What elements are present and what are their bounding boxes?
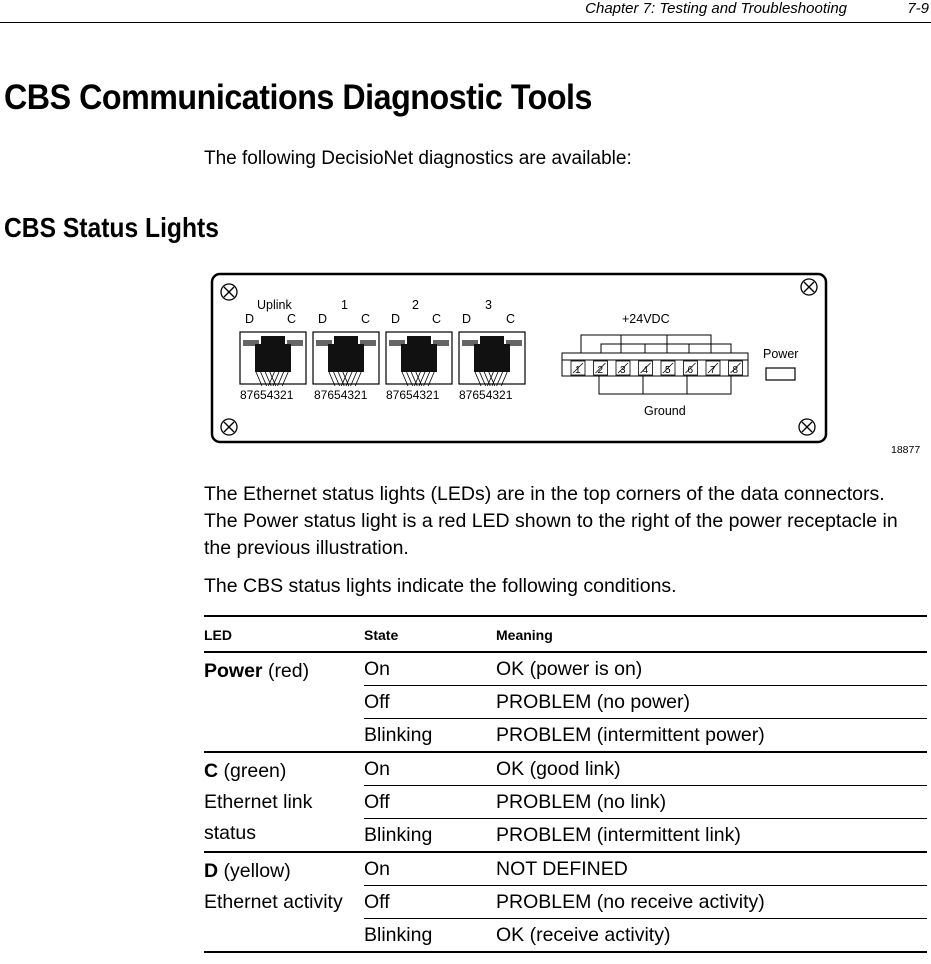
terminal-screw-icon bbox=[684, 361, 698, 376]
terminal-screw-icon bbox=[661, 361, 675, 376]
meaning-cell: NOT DEFINED bbox=[496, 852, 927, 886]
intro-text: The following DecisioNet diagnostics are available: bbox=[204, 148, 632, 169]
pin-label: 87654321 bbox=[314, 388, 368, 402]
cbs-panel-figure bbox=[210, 272, 930, 458]
state-cell: On bbox=[364, 652, 496, 686]
chapter-title: Chapter 7: Testing and Troubleshooting bbox=[585, 0, 847, 17]
header-led: LED bbox=[204, 616, 364, 652]
table-row bbox=[204, 652, 927, 686]
led-label-c: C bbox=[361, 312, 371, 326]
terminal-number: 5 bbox=[665, 365, 671, 376]
meaning-cell: PROBLEM (intermittent link) bbox=[496, 819, 927, 853]
terminal-screw-icon bbox=[639, 361, 653, 376]
terminal-number: 1 bbox=[575, 365, 581, 376]
rj45-jack-icon bbox=[386, 332, 452, 386]
state-cell: Off bbox=[364, 886, 496, 919]
power-label: Power bbox=[763, 347, 799, 361]
state-cell: On bbox=[364, 852, 496, 886]
led-cell-power bbox=[204, 652, 364, 752]
terminal-number: 7 bbox=[710, 365, 716, 376]
terminal-number: 3 bbox=[620, 365, 626, 376]
led-status-table bbox=[204, 615, 927, 953]
terminal-number: 4 bbox=[642, 365, 649, 376]
terminal-number: 2 bbox=[597, 365, 604, 376]
rj45-jack-icon bbox=[459, 332, 525, 386]
led-cell-d bbox=[204, 852, 364, 952]
rj45-jack-icon bbox=[240, 332, 306, 386]
meaning-cell: PROBLEM (no receive activity) bbox=[496, 886, 927, 919]
page-title: CBS Communications Diagnostic Tools bbox=[4, 78, 593, 117]
ground-label: Ground bbox=[644, 404, 686, 418]
figure-number: 18877 bbox=[891, 444, 921, 456]
state-cell: Blinking bbox=[364, 819, 496, 853]
terminal-screw-icon bbox=[616, 361, 630, 376]
meaning-cell: OK (receive activity) bbox=[496, 919, 927, 953]
table-row bbox=[204, 852, 927, 886]
terminal-screw-icon bbox=[729, 361, 743, 376]
terminal-screw-icon bbox=[594, 361, 608, 376]
meaning-cell: PROBLEM (no power) bbox=[496, 686, 927, 719]
terminal-screw-icon bbox=[706, 361, 720, 376]
led-label-c: C bbox=[287, 312, 297, 326]
led-label-d: D bbox=[462, 312, 472, 326]
ethernet-led-paragraph: The Ethernet status lights (LEDs) are in the top corners of the data connectors. The Power status light is a red LED shown to the right of the power receptacle in the previous illustration. bbox=[204, 483, 898, 559]
table-row bbox=[204, 752, 927, 786]
led-label-c: C bbox=[506, 312, 516, 326]
table-header-row bbox=[204, 616, 927, 652]
vdc-label: +24VDC bbox=[622, 312, 670, 326]
led-color: (red) bbox=[262, 660, 310, 682]
page-number: 7-9 bbox=[907, 0, 929, 17]
led-label-d: D bbox=[391, 312, 401, 326]
led-description: Ethernet link status bbox=[204, 791, 313, 844]
state-cell: Off bbox=[364, 686, 496, 719]
page-header bbox=[0, 0, 931, 23]
led-description: Ethernet activity bbox=[204, 891, 343, 913]
state-cell: Blinking bbox=[364, 919, 496, 953]
meaning-cell: PROBLEM (intermittent power) bbox=[496, 719, 927, 753]
meaning-cell: OK (power is on) bbox=[496, 652, 927, 686]
port-label-1: 1 bbox=[341, 298, 348, 312]
terminal-screw-icon bbox=[571, 361, 585, 376]
state-cell: On bbox=[364, 752, 496, 786]
led-cell-c bbox=[204, 752, 364, 852]
led-label-d: D bbox=[245, 312, 255, 326]
terminal-number: 6 bbox=[687, 365, 694, 376]
state-cell: Blinking bbox=[364, 719, 496, 753]
power-led bbox=[766, 368, 795, 380]
section-title: CBS Status Lights bbox=[4, 212, 219, 243]
port-label-3: 3 bbox=[485, 298, 492, 312]
state-cell: Off bbox=[364, 786, 496, 819]
led-color: (green) bbox=[218, 760, 287, 782]
led-name: C bbox=[204, 760, 219, 782]
led-color: (yellow) bbox=[218, 860, 291, 882]
meaning-cell: OK (good link) bbox=[496, 752, 927, 786]
port-label-uplink: Uplink bbox=[257, 298, 292, 312]
led-name: Power bbox=[204, 660, 263, 682]
led-label-c: C bbox=[432, 312, 442, 326]
pin-label: 87654321 bbox=[386, 388, 440, 402]
pin-label: 87654321 bbox=[459, 388, 513, 402]
pin-label: 87654321 bbox=[240, 388, 294, 402]
conditions-paragraph: The CBS status lights indicate the following conditions. bbox=[204, 575, 677, 597]
header-meaning: Meaning bbox=[496, 616, 927, 652]
led-name: D bbox=[204, 860, 219, 882]
port-label-2: 2 bbox=[412, 298, 419, 312]
led-label-d: D bbox=[318, 312, 328, 326]
rj45-jack-icon bbox=[313, 332, 379, 386]
header-state: State bbox=[364, 616, 496, 652]
terminal-number: 8 bbox=[732, 365, 739, 376]
meaning-cell: PROBLEM (no link) bbox=[496, 786, 927, 819]
